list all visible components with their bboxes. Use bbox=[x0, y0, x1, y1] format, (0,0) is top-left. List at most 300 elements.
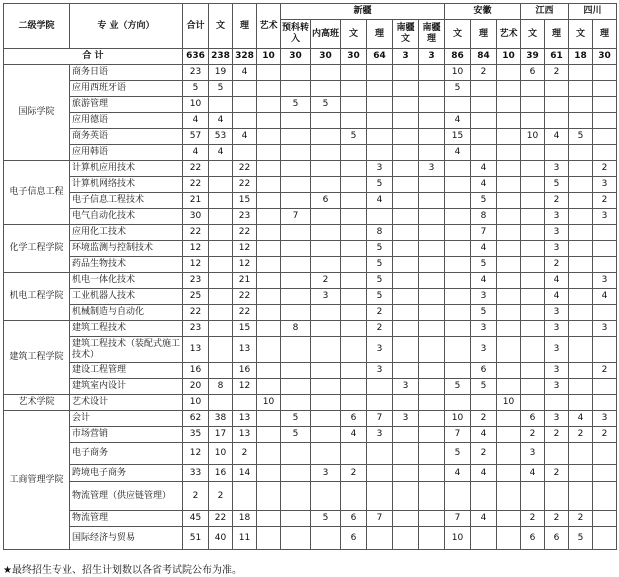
quota-cell bbox=[209, 395, 233, 411]
header-row-1 bbox=[4, 4, 617, 20]
quota-cell: 2 bbox=[545, 257, 569, 273]
quota-cell: 25 bbox=[183, 289, 209, 305]
quota-cell bbox=[233, 97, 257, 113]
quota-cell bbox=[257, 511, 281, 527]
quota-cell bbox=[257, 363, 281, 379]
quota-cell bbox=[419, 511, 445, 527]
total-cell: 86 bbox=[445, 49, 471, 65]
quota-cell: 30 bbox=[183, 209, 209, 225]
quota-cell bbox=[281, 225, 311, 241]
major-name: 药品生物技术 bbox=[70, 257, 183, 273]
quota-cell bbox=[281, 129, 311, 145]
quota-cell bbox=[233, 145, 257, 161]
quota-cell: 5 bbox=[471, 257, 497, 273]
quota-cell bbox=[281, 257, 311, 273]
quota-cell bbox=[569, 273, 593, 289]
major-name: 电气自动化技术 bbox=[70, 209, 183, 225]
quota-cell bbox=[257, 129, 281, 145]
total-cell: 3 bbox=[393, 49, 419, 65]
quota-cell bbox=[569, 241, 593, 257]
quota-cell: 6 bbox=[341, 511, 367, 527]
major-name: 建筑室内设计 bbox=[70, 379, 183, 395]
major-name: 商务日语 bbox=[70, 65, 183, 81]
quota-cell bbox=[521, 321, 545, 337]
quota-cell: 16 bbox=[209, 465, 233, 482]
header-anhui: 安徽 bbox=[445, 4, 521, 20]
quota-cell bbox=[521, 113, 545, 129]
quota-cell bbox=[569, 161, 593, 177]
table-row bbox=[4, 305, 617, 321]
total-cell: 18 bbox=[569, 49, 593, 65]
quota-cell bbox=[419, 289, 445, 305]
quota-cell bbox=[419, 97, 445, 113]
quota-cell bbox=[257, 465, 281, 482]
quota-cell bbox=[471, 527, 497, 550]
quota-cell bbox=[545, 145, 569, 161]
quota-cell: 53 bbox=[209, 129, 233, 145]
quota-cell bbox=[393, 443, 419, 465]
quota-cell bbox=[281, 363, 311, 379]
quota-cell bbox=[341, 161, 367, 177]
table-row bbox=[4, 527, 617, 550]
major-name: 机电一体化技术 bbox=[70, 273, 183, 289]
quota-cell: 15 bbox=[233, 321, 257, 337]
quota-cell bbox=[521, 482, 545, 511]
quota-cell bbox=[311, 379, 341, 395]
quota-cell: 4 bbox=[183, 113, 209, 129]
table-row bbox=[4, 81, 617, 97]
quota-cell: 3 bbox=[593, 411, 617, 427]
quota-cell: 22 bbox=[183, 177, 209, 193]
quota-cell bbox=[593, 225, 617, 241]
table-row bbox=[4, 465, 617, 482]
quota-cell bbox=[367, 443, 393, 465]
quota-cell bbox=[419, 427, 445, 443]
quota-cell: 3 bbox=[545, 241, 569, 257]
quota-cell bbox=[545, 81, 569, 97]
quota-cell bbox=[393, 337, 419, 363]
quota-cell bbox=[569, 337, 593, 363]
quota-cell: 3 bbox=[545, 363, 569, 379]
quota-cell bbox=[367, 65, 393, 81]
quota-cell: 21 bbox=[183, 193, 209, 209]
major-name: 工业机器人技术 bbox=[70, 289, 183, 305]
quota-cell: 2 bbox=[545, 465, 569, 482]
quota-cell bbox=[593, 113, 617, 129]
quota-cell bbox=[497, 257, 521, 273]
quota-cell: 4 bbox=[471, 177, 497, 193]
quota-cell bbox=[419, 145, 445, 161]
quota-cell: 6 bbox=[521, 527, 545, 550]
quota-cell bbox=[209, 177, 233, 193]
quota-cell bbox=[341, 443, 367, 465]
quota-cell bbox=[281, 81, 311, 97]
quota-cell bbox=[257, 443, 281, 465]
quota-cell bbox=[593, 81, 617, 97]
quota-cell: 22 bbox=[233, 161, 257, 177]
quota-cell bbox=[545, 97, 569, 113]
quota-cell bbox=[569, 113, 593, 129]
quota-cell bbox=[521, 289, 545, 305]
quota-cell bbox=[311, 161, 341, 177]
quota-cell bbox=[521, 241, 545, 257]
quota-cell: 4 bbox=[183, 145, 209, 161]
quota-cell: 8 bbox=[471, 209, 497, 225]
quota-cell: 3 bbox=[471, 337, 497, 363]
quota-cell: 4 bbox=[445, 145, 471, 161]
quota-cell bbox=[445, 482, 471, 511]
quota-cell bbox=[593, 337, 617, 363]
quota-cell bbox=[569, 193, 593, 209]
quota-cell: 2 bbox=[593, 161, 617, 177]
quota-cell: 3 bbox=[311, 465, 341, 482]
quota-cell: 18 bbox=[233, 511, 257, 527]
quota-cell bbox=[445, 241, 471, 257]
quota-cell bbox=[569, 321, 593, 337]
quota-cell bbox=[341, 273, 367, 289]
quota-cell: 10 bbox=[445, 527, 471, 550]
quota-cell: 3 bbox=[545, 337, 569, 363]
quota-cell: 35 bbox=[183, 427, 209, 443]
table-row bbox=[4, 411, 617, 427]
quota-cell: 5 bbox=[471, 379, 497, 395]
table-row bbox=[4, 443, 617, 465]
quota-cell: 51 bbox=[183, 527, 209, 550]
quota-cell bbox=[593, 395, 617, 411]
quota-cell: 20 bbox=[183, 379, 209, 395]
quota-cell bbox=[393, 289, 419, 305]
quota-cell bbox=[257, 321, 281, 337]
quota-cell bbox=[341, 289, 367, 305]
quota-cell bbox=[311, 65, 341, 81]
total-label: 合 计 bbox=[4, 49, 183, 65]
total-cell: 30 bbox=[341, 49, 367, 65]
quota-cell bbox=[209, 161, 233, 177]
quota-cell bbox=[341, 321, 367, 337]
quota-cell: 8 bbox=[367, 225, 393, 241]
quota-cell: 12 bbox=[183, 257, 209, 273]
quota-cell bbox=[341, 241, 367, 257]
quota-cell bbox=[419, 193, 445, 209]
quota-cell: 5 bbox=[311, 511, 341, 527]
quota-cell bbox=[209, 225, 233, 241]
quota-cell: 3 bbox=[419, 161, 445, 177]
table-row bbox=[4, 257, 617, 273]
quota-cell: 4 bbox=[209, 113, 233, 129]
quota-cell bbox=[209, 337, 233, 363]
quota-cell: 3 bbox=[593, 209, 617, 225]
quota-cell: 22 bbox=[233, 177, 257, 193]
table-row bbox=[4, 65, 617, 81]
quota-cell: 3 bbox=[367, 337, 393, 363]
quota-cell bbox=[341, 177, 367, 193]
quota-cell bbox=[257, 161, 281, 177]
quota-cell bbox=[257, 379, 281, 395]
quota-cell: 4 bbox=[233, 65, 257, 81]
quota-cell bbox=[521, 395, 545, 411]
quota-cell bbox=[393, 145, 419, 161]
quota-cell bbox=[569, 81, 593, 97]
quota-cell: 2 bbox=[311, 273, 341, 289]
quota-cell: 5 bbox=[367, 289, 393, 305]
quota-cell: 3 bbox=[545, 321, 569, 337]
quota-cell bbox=[311, 337, 341, 363]
quota-cell bbox=[367, 379, 393, 395]
quota-cell bbox=[569, 65, 593, 81]
quota-cell: 5 bbox=[471, 193, 497, 209]
quota-cell bbox=[393, 241, 419, 257]
quota-cell bbox=[497, 65, 521, 81]
quota-cell bbox=[367, 395, 393, 411]
header-xj-yuke: 预科转入 bbox=[281, 20, 311, 49]
quota-cell bbox=[393, 363, 419, 379]
quota-cell bbox=[569, 177, 593, 193]
quota-cell bbox=[419, 527, 445, 550]
quota-cell: 12 bbox=[183, 241, 209, 257]
quota-cell bbox=[569, 443, 593, 465]
quota-cell: 10 bbox=[445, 65, 471, 81]
quota-cell: 3 bbox=[367, 427, 393, 443]
quota-cell bbox=[367, 81, 393, 97]
quota-cell: 2 bbox=[471, 411, 497, 427]
quota-cell bbox=[497, 465, 521, 482]
table-row bbox=[4, 193, 617, 209]
quota-cell: 5 bbox=[569, 129, 593, 145]
total-cell: 238 bbox=[209, 49, 233, 65]
quota-cell bbox=[419, 465, 445, 482]
quota-cell bbox=[393, 273, 419, 289]
quota-cell: 4 bbox=[593, 289, 617, 305]
major-name: 跨境电子商务 bbox=[70, 465, 183, 482]
header-sichuan: 四川 bbox=[569, 4, 617, 20]
quota-cell bbox=[497, 225, 521, 241]
quota-cell bbox=[393, 193, 419, 209]
quota-cell: 4 bbox=[521, 465, 545, 482]
quota-cell: 57 bbox=[183, 129, 209, 145]
quota-cell bbox=[209, 241, 233, 257]
table-row bbox=[4, 395, 617, 411]
quota-cell bbox=[497, 161, 521, 177]
major-name: 计算机应用技术 bbox=[70, 161, 183, 177]
quota-cell: 23 bbox=[233, 209, 257, 225]
quota-cell bbox=[497, 305, 521, 321]
quota-cell bbox=[593, 443, 617, 465]
major-name: 机械制造与自动化 bbox=[70, 305, 183, 321]
quota-cell bbox=[393, 511, 419, 527]
quota-cell bbox=[445, 257, 471, 273]
quota-cell bbox=[471, 97, 497, 113]
quota-cell bbox=[311, 81, 341, 97]
major-name: 建筑工程技术（装配式施工技术） bbox=[70, 337, 183, 363]
quota-cell bbox=[393, 113, 419, 129]
quota-cell bbox=[257, 337, 281, 363]
quota-cell bbox=[497, 411, 521, 427]
total-cell: 84 bbox=[471, 49, 497, 65]
quota-cell bbox=[209, 97, 233, 113]
quota-cell bbox=[593, 482, 617, 511]
quota-cell bbox=[393, 81, 419, 97]
quota-cell: 23 bbox=[183, 273, 209, 289]
table-row bbox=[4, 145, 617, 161]
total-cell: 3 bbox=[419, 49, 445, 65]
quota-cell: 3 bbox=[545, 411, 569, 427]
quota-cell: 12 bbox=[233, 379, 257, 395]
quota-cell: 22 bbox=[183, 305, 209, 321]
quota-cell bbox=[497, 289, 521, 305]
quota-cell: 4 bbox=[471, 161, 497, 177]
quota-cell bbox=[593, 257, 617, 273]
quota-cell bbox=[341, 337, 367, 363]
quota-cell bbox=[209, 209, 233, 225]
quota-cell bbox=[419, 257, 445, 273]
quota-cell bbox=[419, 411, 445, 427]
header-ah-wen: 文 bbox=[445, 20, 471, 49]
quota-cell bbox=[341, 225, 367, 241]
quota-cell bbox=[593, 65, 617, 81]
quota-cell bbox=[311, 321, 341, 337]
quota-cell bbox=[393, 305, 419, 321]
quota-cell: 23 bbox=[183, 65, 209, 81]
quota-cell: 2 bbox=[545, 65, 569, 81]
college-name: 建筑工程学院 bbox=[4, 321, 70, 395]
quota-cell bbox=[281, 145, 311, 161]
quota-cell: 4 bbox=[341, 427, 367, 443]
quota-cell bbox=[311, 482, 341, 511]
quota-cell: 14 bbox=[233, 465, 257, 482]
quota-cell bbox=[521, 209, 545, 225]
quota-cell: 5 bbox=[367, 257, 393, 273]
quota-cell: 6 bbox=[521, 411, 545, 427]
major-name: 应用化工技术 bbox=[70, 225, 183, 241]
quota-cell bbox=[445, 305, 471, 321]
total-cell: 30 bbox=[593, 49, 617, 65]
quota-cell bbox=[593, 129, 617, 145]
quota-cell: 22 bbox=[183, 225, 209, 241]
quota-cell bbox=[545, 443, 569, 465]
quota-cell: 15 bbox=[233, 193, 257, 209]
header-total: 合计 bbox=[183, 4, 209, 49]
quota-cell: 3 bbox=[545, 379, 569, 395]
quota-cell bbox=[445, 193, 471, 209]
college-name: 艺术学院 bbox=[4, 395, 70, 411]
quota-cell bbox=[367, 113, 393, 129]
quota-cell: 3 bbox=[593, 321, 617, 337]
quota-cell: 2 bbox=[593, 427, 617, 443]
quota-cell: 5 bbox=[367, 273, 393, 289]
header-college: 二级学院 bbox=[4, 4, 70, 49]
quota-cell bbox=[257, 273, 281, 289]
quota-cell: 62 bbox=[183, 411, 209, 427]
quota-cell bbox=[497, 113, 521, 129]
quota-cell: 2 bbox=[593, 363, 617, 379]
quota-cell: 4 bbox=[545, 289, 569, 305]
quota-cell bbox=[393, 129, 419, 145]
college-name: 化学工程学院 bbox=[4, 225, 70, 273]
quota-cell bbox=[497, 177, 521, 193]
quota-cell: 16 bbox=[183, 363, 209, 379]
header-jx-wen: 文 bbox=[521, 20, 545, 49]
quota-cell: 6 bbox=[341, 527, 367, 550]
quota-cell: 2 bbox=[183, 482, 209, 511]
quota-cell bbox=[311, 209, 341, 225]
total-cell: 328 bbox=[233, 49, 257, 65]
quota-cell bbox=[233, 395, 257, 411]
quota-cell bbox=[419, 395, 445, 411]
quota-cell: 5 bbox=[445, 443, 471, 465]
header-li: 理 bbox=[233, 4, 257, 49]
quota-cell bbox=[445, 337, 471, 363]
quota-cell: 2 bbox=[545, 511, 569, 527]
quota-cell bbox=[341, 65, 367, 81]
quota-cell bbox=[367, 482, 393, 511]
major-name: 电子商务 bbox=[70, 443, 183, 465]
quota-cell bbox=[593, 527, 617, 550]
major-name: 计算机网络技术 bbox=[70, 177, 183, 193]
quota-cell: 5 bbox=[311, 97, 341, 113]
quota-cell bbox=[341, 305, 367, 321]
quota-cell: 3 bbox=[367, 161, 393, 177]
quota-cell bbox=[471, 395, 497, 411]
table-row bbox=[4, 321, 617, 337]
quota-cell bbox=[233, 113, 257, 129]
quota-cell bbox=[209, 257, 233, 273]
header-jx-li: 理 bbox=[545, 20, 569, 49]
quota-cell: 5 bbox=[569, 527, 593, 550]
major-name: 建筑工程技术 bbox=[70, 321, 183, 337]
quota-cell bbox=[471, 482, 497, 511]
header-xinjiang: 新疆 bbox=[281, 4, 445, 20]
major-name: 商务英语 bbox=[70, 129, 183, 145]
quota-cell bbox=[311, 241, 341, 257]
table-row bbox=[4, 363, 617, 379]
quota-cell: 40 bbox=[209, 527, 233, 550]
quota-cell bbox=[341, 113, 367, 129]
quota-cell bbox=[569, 225, 593, 241]
header-jiangxi: 江西 bbox=[521, 4, 569, 20]
quota-cell bbox=[209, 193, 233, 209]
quota-cell bbox=[393, 65, 419, 81]
quota-cell bbox=[281, 337, 311, 363]
quota-cell: 10 bbox=[183, 395, 209, 411]
quota-cell bbox=[521, 273, 545, 289]
quota-cell bbox=[257, 97, 281, 113]
quota-cell bbox=[445, 177, 471, 193]
quota-cell: 3 bbox=[593, 273, 617, 289]
quota-cell: 23 bbox=[183, 321, 209, 337]
quota-cell bbox=[209, 305, 233, 321]
header-ah-yishu: 艺术 bbox=[497, 20, 521, 49]
total-cell: 61 bbox=[545, 49, 569, 65]
quota-cell bbox=[257, 305, 281, 321]
total-cell: 39 bbox=[521, 49, 545, 65]
quota-cell bbox=[257, 527, 281, 550]
table-row bbox=[4, 161, 617, 177]
quota-cell bbox=[393, 161, 419, 177]
quota-cell bbox=[393, 97, 419, 113]
quota-cell bbox=[367, 129, 393, 145]
quota-cell bbox=[257, 427, 281, 443]
quota-cell bbox=[569, 379, 593, 395]
quota-cell: 5 bbox=[281, 411, 311, 427]
college-name: 工商管理学院 bbox=[4, 411, 70, 550]
quota-cell: 3 bbox=[545, 161, 569, 177]
quota-cell bbox=[257, 193, 281, 209]
header-sc-wen: 文 bbox=[569, 20, 593, 49]
quota-cell bbox=[257, 257, 281, 273]
quota-cell bbox=[341, 193, 367, 209]
quota-cell bbox=[209, 363, 233, 379]
quota-cell: 10 bbox=[183, 97, 209, 113]
